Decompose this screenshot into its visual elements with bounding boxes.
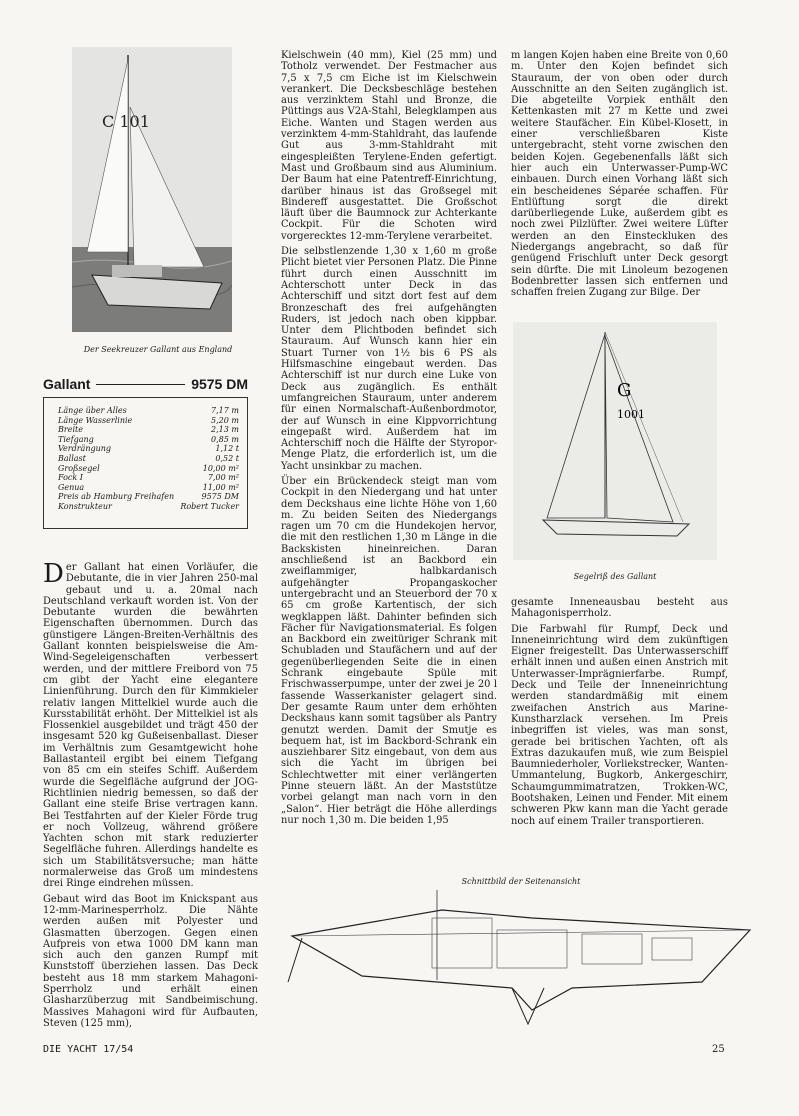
paragraph: Die selbstlenzende 1,30 x 1,60 m große Plicht bietet vier Personen Platz. Die Pinne führt durch einen Ausschnitt im Achterschott unter Deck in das Achterschiff und sitzt dort fest auf dem Bronzeschaft des frei aufgehängten Ruders, ist jedoch nach oben kippbar. Unter dem Plichtboden befindet sich Stauraum. Auf Wunsch kann hier ein Stuart Turner von 1½ bis 6 PS als Hilfsmaschine eingebaut werden. Das Achterschiff ist nur durch eine Luke von Deck aus zugänglich. Es enthält umfangreichen Stauraum, unter anderem für einen Normalschaft-Außenbordmotor, der auf Wunsch in eine Kippvorrichtung eingepaßt wird. Außerdem hat im Achterschiff noch die Hälfte der Styropor-Menge Platz, die erforderlich ist, um die Yacht unsinkbar zu machen. [281, 246, 497, 472]
photo-caption: Der Seekreuzer Gallant aus England [83, 345, 233, 354]
spec-row: Ballast 0,52 t [58, 453, 239, 463]
article-column-3-top [511, 50, 728, 303]
drop-cap: D [43, 559, 64, 589]
paragraph: er Gallant hat einen Vorläufer, die Debutante, die in vier Jahren 250-mal gebaut und u. a. 20mal nach Deutschland verkauft worden ist. Von der Debutante wurden die bewährten Eigenschaften übernommen. Durch das günstigere Längen-Breiten-Verhältnis des Gallant konnten beispielsweise die Am-Wind-Segeleigenschaften verbessert werden, und der mittlere Freibord von 75 cm gibt der Yacht eine elegantere Linienführung. Durch den für Kimmkieler relativ langen Mittelkiel wurde auch die Kursstabilität erhöht. Der Mittelkiel ist als Flossenkiel ausgebildet und trägt 450 der insgesamt 520 kg Gußeisenballast. Dieser im Verhältnis zum Gesamtgewicht hohe Ballastanteil ergibt bei einem Tiefgang von 85 cm ein steifes Schiff. Außerdem wurde die Segelfläche aufgrund der JOG-Richtlinien niedrig bemessen, so daß der Gallant eine steife Brise vertragen kann. Bei Testfahrten auf der Kieler Förde trug er noch Vollzeug, während größere Yachten schon mit stark reduzierter Segelfläche fuhren. Allerdings handelte es sich um Stabilitätsversuche; man hätte normalerweise das Groß um mindestens drei Ringe eindrehen müssen. [43, 562, 258, 890]
boat-name: Gallant [43, 376, 91, 392]
spec-row: Großsegel 10,00 m² [58, 463, 239, 473]
paragraph: Gebaut wird das Boot im Knickspant aus 12-mm-Marinesperrholz. Die Nähte werden außen mit Polyester und Glasmatten überzogen. Gegen einen Aufpreis von etwa 1000 DM kann man sich auch den ganzen Rumpf mit Kunststoff überziehen lassen. Das Deck besteht aus 18 mm starkem Mahagoni-Sperrholz und erhält einen Glasharzüberzug mit Sandbeimischung. Massives Mahagoni wird für Aufbauten, Steven (125 mm), [43, 893, 258, 1029]
paragraph: Kielschwein (40 mm), Kiel (25 mm) und Totholz verwendet. Der Festmacher aus 7,5 x 7,5 cm Eiche ist im Kielschwein verankert. Die Decksbeschläge bestehen aus verzinktem Stahl und Bronze, die Püttings aus V2A-Stahl, Belegklampen aus Eiche. Wanten und Stagen werden aus verzinktem 4-mm-Stahldraht, das laufende Gut aus 3-mm-Stahldraht mit eingespleißten Terylene-Enden gefertigt. Mast und Großbaum sind aus Aluminium. Der Baum hat eine Patentreff-Einrichtung, darüber hinaus ist das Großsegel mit Bindereff ausgestattet. Die Großschot läuft über die Baumnock zur Achterkante Cockpit. Für die Schoten wird vorgerecktes 12-mm-Terylene verarbeitet. [281, 50, 497, 242]
spec-row: Preis ab Hamburg Freihafen 9575 DM [58, 492, 239, 502]
paragraph: m langen Kojen haben eine Breite von 0,60 m. Unter den Kojen befindet sich Stauraum, der von oben oder durch Ausschnitte an den Seiten zugänglich ist. Die abgeteilte Vorpiek enthält den Kettenkasten mit 27 m Kette und zwei weitere Staufächer. Ein Kübel-Klosett, in einer verschließbaren Kiste untergebracht, steht vorne zwischen den beiden Kojen. Gegebenenfalls läßt sich hier auch ein Unterwasser-Pump-WC einbauen. Durch einen Vorhang läßt sich ein bescheidenes Séparée schaffen. Für Entlüftung sorgt die direkt darüberliegende Luke, außerdem gibt es noch zwei Pilzlüfter. Zwei weitere Lüfter werden an den Einsteckluken des Niedergangs angebracht, so daß für genügend Frischluft unter Deck gesorgt sein dürfte. Die mit Linoleum bezogenen Bodenbretter lassen sich entfernen und schaffen freien Zugang zur Bilge. Der [511, 50, 728, 299]
sail-number-text: C 101 [102, 112, 150, 131]
spec-row: Genua 11,00 m² [58, 482, 239, 492]
section-caption: Schnittbild der Seitenansicht [461, 877, 581, 886]
page-number: 25 [712, 1044, 725, 1055]
spec-row: Länge über Alles 7,17 m [58, 406, 239, 415]
spec-table [43, 397, 248, 529]
heading-rule [96, 384, 185, 385]
paragraph: Die Farbwahl für Rumpf, Deck und Inneneinrichtung wird dem zukünftigen Eigner freigestellt. Das Unterwasserschiff erhält innen und außen einen Anstrich mit Unterwasser-Imprägnierfarbe. Rumpf, Deck und Teile der Inneneinrichtung werden standardmäßig mit einem zweifachen Anstrich aus Marine-Kunstharzlack versehen. Im Preis inbegriffen ist vieles, was man sonst, gerade bei britischen Yachten, oft als Extras dazukaufen muß, wie zum Beispiel Baumniederholer, Vorliekstrecker, Wanten-Ummantelung, Bugkorb, Ankergeschirr, Schaumgummimatratzen, Trokken-WC, Bootshaken, Leinen und Fender. Mit einem schweren Pkw kann man die Yacht gerade noch auf einem Trailer transportieren. [511, 623, 728, 827]
article-column-3-bottom [511, 597, 728, 831]
spec-row: Fock I 7,00 m² [58, 473, 239, 483]
paragraph: gesamte Inneneausbau besteht aus Mahagonisperrholz. [511, 597, 728, 620]
article-column-2 [281, 50, 497, 830]
magazine-footer: DIE YACHT 17/54 [43, 1044, 134, 1055]
section-drawing [282, 890, 760, 1040]
spec-row: Verdrängung 1,12 t [58, 444, 239, 454]
rig-caption: Segelriß des Gallant [573, 572, 657, 581]
sail-mark-text: G [617, 380, 632, 401]
boat-price: 9575 DM [191, 376, 248, 392]
article-column-1 [43, 559, 258, 1033]
sail-number-text: 1001 [617, 408, 645, 421]
sail-plan-drawing [513, 322, 717, 560]
yacht-photo [72, 47, 232, 332]
paragraph: Über ein Brückendeck steigt man vom Cockpit in den Niedergang und hat unter dem Deckshaus eine lichte Höhe von 1,60 m. Zu beiden Seiten des Niedergangs ragen um 70 cm die Hundekojen hervor, die mit den restlichen 1,30 m Länge in die Backskisten hineinreichen. Daran anschließend ist an Backbord ein zweiflammiger, halbkardanisch aufgehängter Propangaskocher untergebracht und an Steuerbord der 70 x 65 cm große Kartentisch, der sich wegklappen läßt. Dahinter befinden sich Fächer für Navigationsmaterial. Es folgen an Backbord ein zweitüriger Schrank mit Schubladen und Staufächern und auf der gegenüberliegenden Seite die in einen Schrank eingebaute Spüle mit Frischwasserpumpe, unter der zwei je 20 l fassende Wasserkanister gelagert sind. Der gesamte Raum unter dem erhöhten Deckshaus kann somit tagsüber als Pantry genutzt werden. Damit der Smutje es bequem hat, ist im Backbord-Schrank ein ausziehbarer Sitz eingebaut, von dem aus sich die Yacht im übrigen bei Schlechtwetter mit einer verlängerten Pinne steuern läßt. An der Maststütze vorbei gelangt man nach vorn in den „Salon“. Hier beträgt die Höhe allerdings nur noch 1,30 m. Die beiden 1,95 [281, 475, 497, 826]
spec-row: Breite 2,13 m [58, 425, 239, 435]
spec-row: Länge Wasserlinie 5,20 m [58, 415, 239, 425]
spec-row: Konstrukteur Robert Tucker [58, 501, 239, 511]
spec-heading [43, 376, 248, 392]
spec-row: Tiefgang 0,85 m [58, 434, 239, 444]
